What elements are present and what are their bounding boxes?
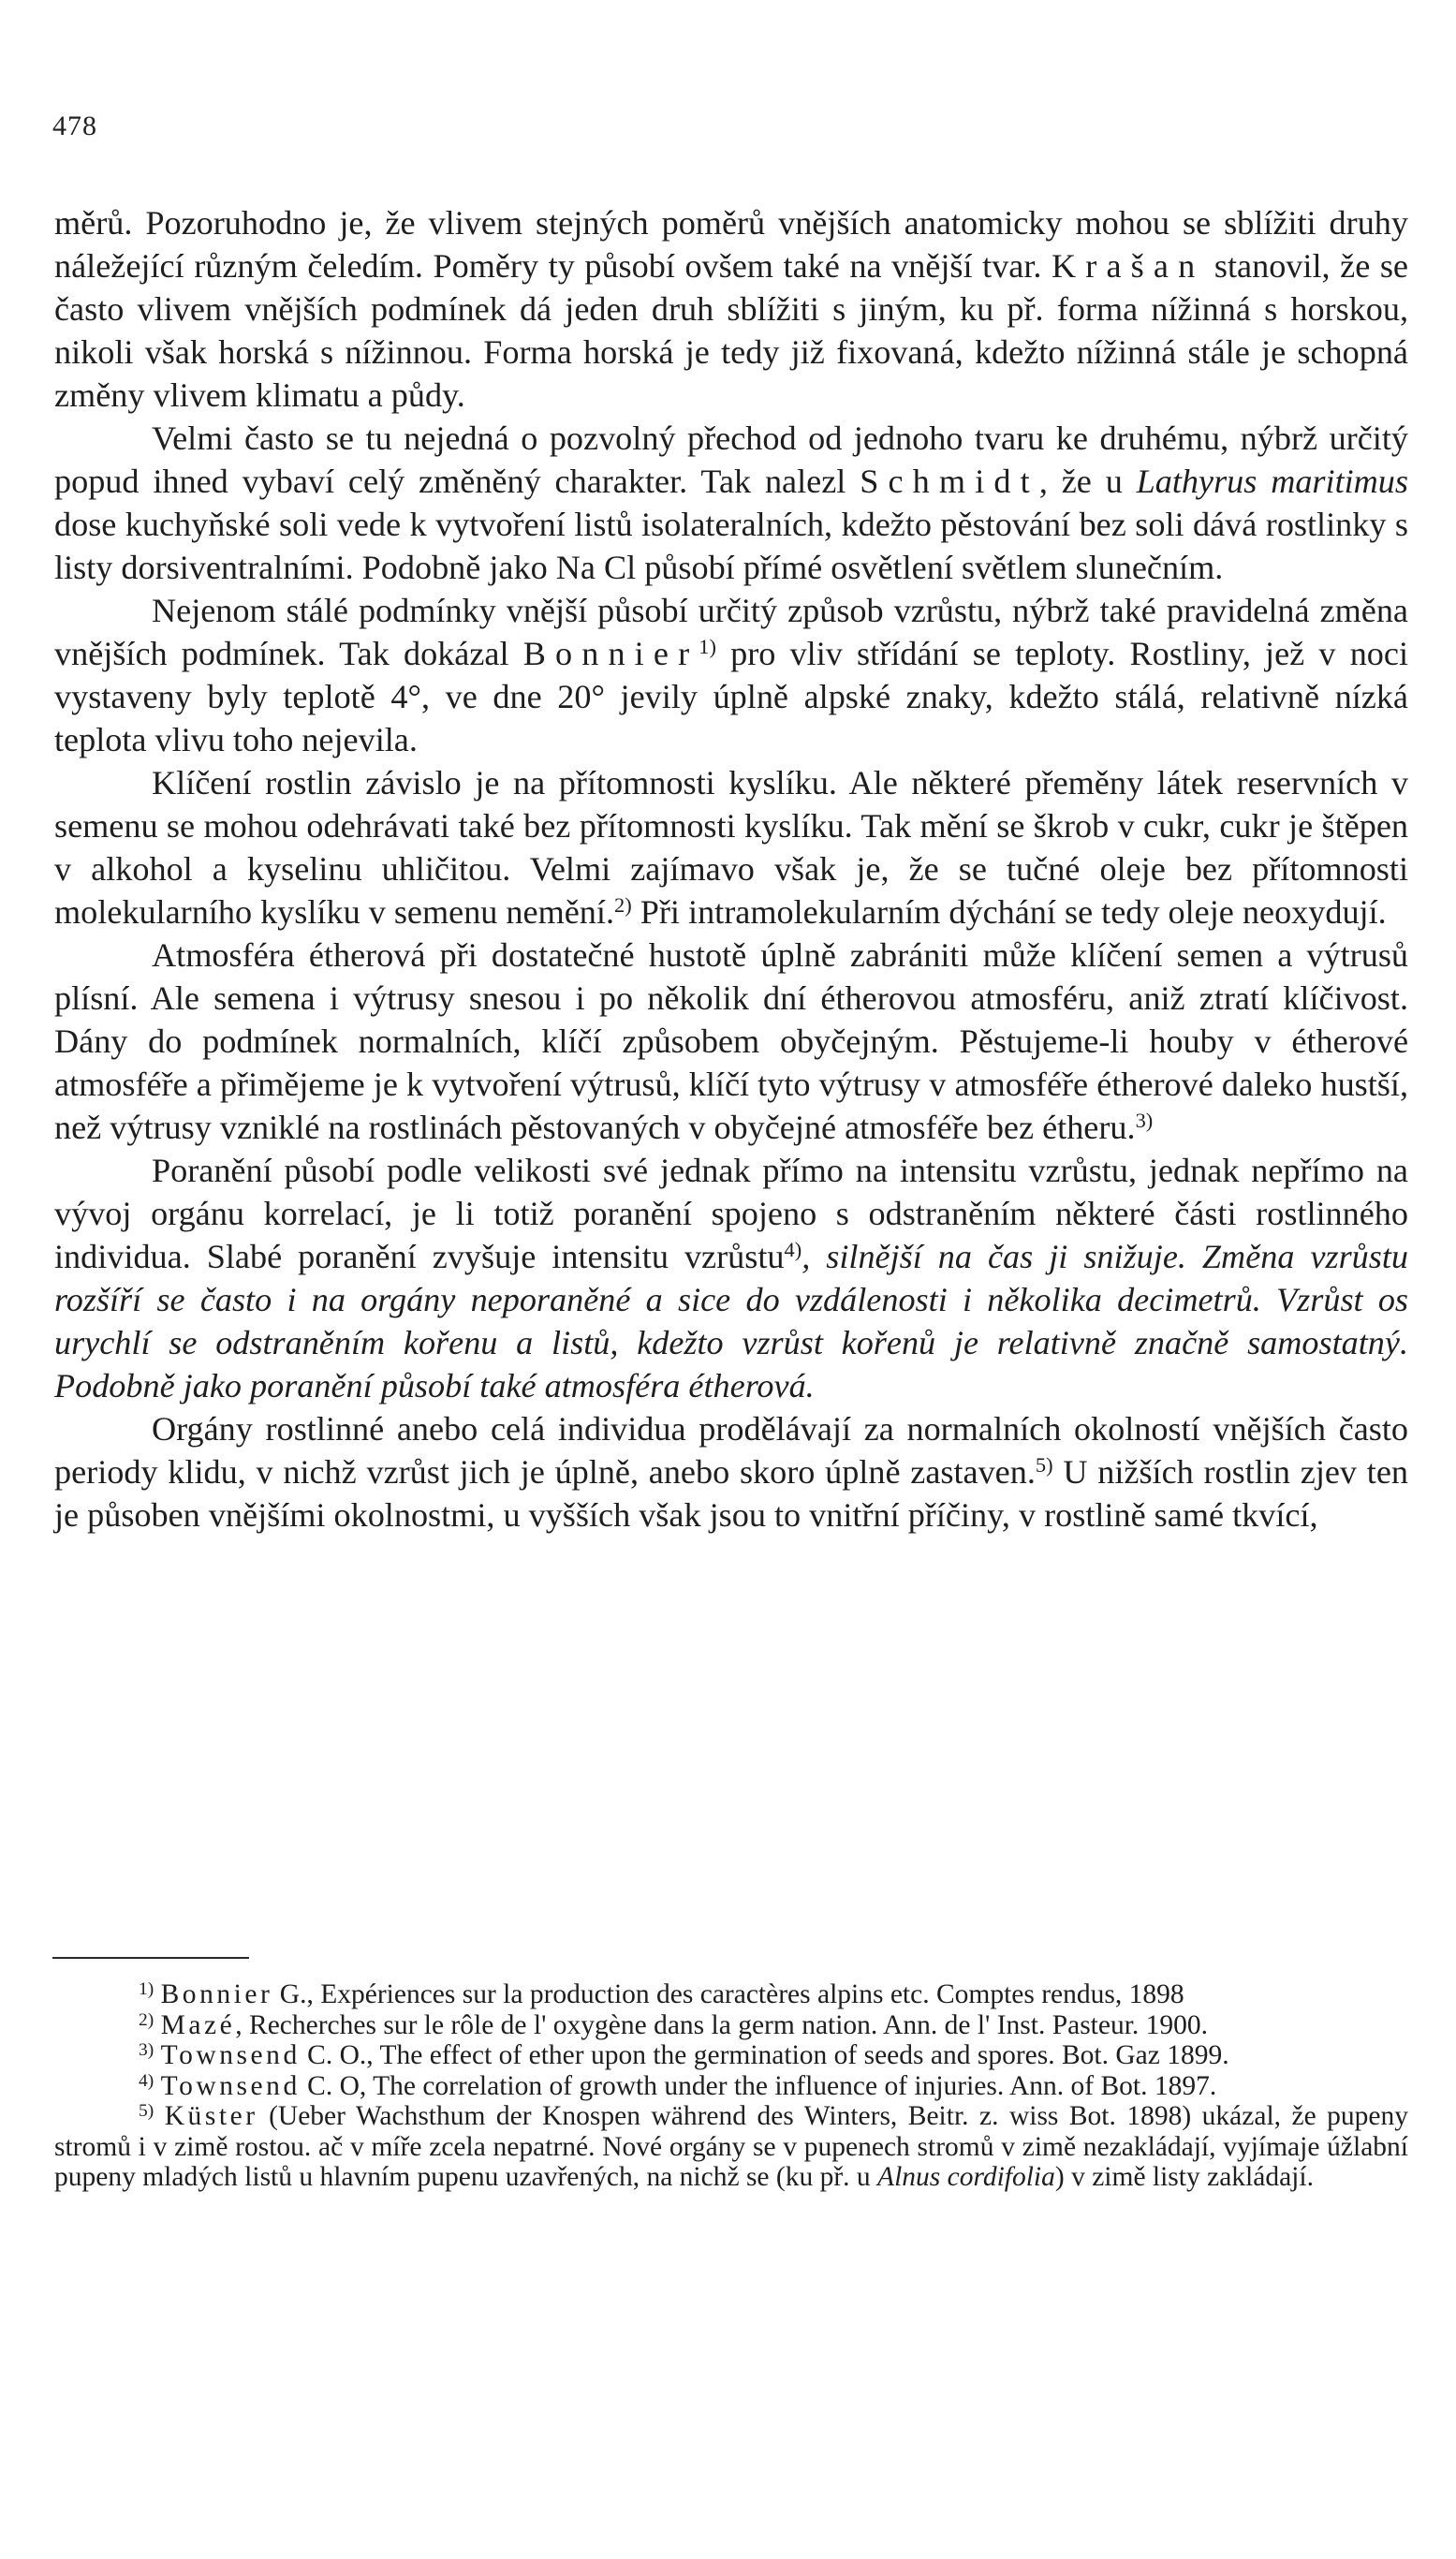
footnote: $^{5)}$ Küster (Ueber Wachsthum der Knospen während des Winters, Beitr. z. wiss Bot. 1898) ukázal, že pupeny stromů i v zimě rostou. ač v míře zcela nepatrné. Nové orgány se v pupenech stromů v zimě nezakládají, vyjímaje úžlabní pupeny mladých listů u hlavním pupenu uzavřených, na nichž se (ku př. u Alnus cordifolia) v zimě listy zakládají. [54, 2101, 1408, 2192]
footnote-mark: 2) [139, 2009, 154, 2030]
page-number: 478 [52, 110, 97, 141]
species-name: Alnus cordifolia [877, 2162, 1055, 2192]
footnote-mark: 5) [139, 2101, 154, 2122]
footnote: $^{1)}$ Bonnier G., Expériences sur la production des caractères alpins etc. Comptes rendus, 1898 [139, 1979, 1184, 2009]
paragraph: měrů. Pozoruhodno je, že vlivem stejných poměrů vnějších anatomicky mohou se sblížiti druhy náležející různým čeledím. Poměry ty působí ovšem také na vnější tvar. Krašan stanovil, že se často vlivem vnějších podmínek dá jeden druh sblížiti s jiným, ku př. forma nížinná s horskou, nikoli však horská s nížinnou. Forma horská je tedy již fixovaná, kdežto nížinná stále je schopná změny vlivem klimatu a půdy. [54, 204, 1408, 414]
footnote-mark: 4) [139, 2070, 154, 2091]
paragraph: Atmosféra étherová při dostatečné hustotě úplně zabrániti může klíčení semen a výtrusů plísní. Ale semena i výtrusy snesou i po několik dní étherovou atmosféru, aniž ztratí klíčivost. Dány do podmínek normalních, klíčí způsobem obyčejným. Pěstujeme-li houby v étherové atmosféře a přimějeme je k vytvoření výtrusů, klíčí tyto výtrusy v atmosféře étherové daleko hustší, než výtrusy vzniklé na rostlinách pěstovaných v obyčejné atmosféře bez étheru.$^{3)}$ [54, 936, 1408, 1146]
paragraph: Klíčení rostlin závislo je na přítomnosti kyslíku. Ale některé přeměny látek reservních v semenu se mohou odehrávati také bez přítomnosti kyslíku. Tak mění se škrob v cukr, cukr je štěpen v alkohol a kyselinu uhličitou. Velmi zajímavo však je, že se tučné oleje bez přítomnosti molekularního kyslíku v semenu nemění.$^{2)}$ Při intramolekularním dýchání se tedy oleje neoxydují. [54, 764, 1408, 931]
footnotes [54, 1979, 1408, 2193]
author-name: Krašan [1052, 247, 1205, 285]
footnote-mark: 3) [139, 2040, 154, 2061]
paragraph: Orgány rostlinné anebo celá individua prodělávají za normalních okolností vnějších často periody klidu, v nichž vzrůst jich je úplně, anebo skoro úplně zastaven.$^{5)}$ U nižších rostlin zjev ten je působen vnějšími okolnostmi, u vyšších však jsou to vnitřní příčiny, v rostlině samé tkvící, [54, 1410, 1408, 1534]
footnote: $^{3)}$ Townsend C. O., The effect of ether upon the germination of seeds and spores. Bot. Gaz 1899. [139, 2040, 1229, 2070]
footnote-divider [52, 1957, 249, 1959]
paragraph: Velmi často se tu nejedná o pozvolný přechod od jednoho tvaru ke druhému, nýbrž určitý popud ihned vybaví celý změněný charakter. Tak nalezl Schmidt, že u Lathyrus maritimus dose kuchyňské soli vede k vytvoření listů isolateralních, kdežto pěstování bez soli dává rostlinky s listy dorsiventralními. Podobně jako Na Cl působí přímé osvětlení světlem slunečním. [54, 419, 1408, 586]
author-name: Bonnier [522, 635, 699, 672]
footnote: $^{4)}$ Townsend C. O, The correlation of growth under the influence of injuries. Ann. of Bot. 1897. [139, 2070, 1217, 2101]
footnote-mark: 1) [139, 1979, 154, 2000]
footnote-author: Townsend [160, 2070, 301, 2101]
footnote-author: Townsend [160, 2040, 301, 2070]
footnote-author: Bonnier [160, 1979, 273, 2009]
footnote-ref[interactable]: 1) [699, 634, 716, 658]
footnote-ref[interactable]: 3) [1135, 1108, 1154, 1132]
footnote-ref[interactable]: 2) [614, 892, 632, 917]
body-text [54, 201, 1408, 1537]
footnote: $^{2)}$ Mazé, Recherches sur le rôle de l' oxygène dans la germ nation. Ann. de l' Inst. Pasteur. 1900. [139, 2009, 1209, 2040]
footnote-ref[interactable]: 4) [784, 1237, 802, 1261]
footnote-author: Mazé [160, 2009, 236, 2040]
paragraph: Poranění působí podle velikosti své jednak přímo na intensitu vzrůstu, jednak nepřímo na vývoj orgánu korrelací, je li totiž poranění spojeno s odstraněním některé části rostlinného individua. Slabé poranění zvyšuje intensitu vzrůstu$^{4)}$, silnější na čas ji snižuje. Změna vzrůstu rozšíří se často i na orgány neporaněné a sice do vzdálenosti i několika decimetrů. Vzrůst os urychlí se odstraněním kořenu a listů, kdežto vzrůst kořenů je relativně značně samostatný. Podobně jako poranění působí také atmosféra étherová. [54, 1152, 1408, 1405]
species-name: Lathyrus maritimus [1136, 463, 1408, 500]
footnote-author: Küster [164, 2101, 258, 2131]
author-name: Schmidt [860, 463, 1039, 500]
footnote-ref[interactable]: 5) [1035, 1452, 1053, 1477]
paragraph: Nejenom stálé podmínky vnější působí určitý způsob vzrůstu, nýbrž také pravidelná změna vnějších podmínek. Tak dokázal Bonnier$^{1)}$ pro vliv střídání se teploty. Rostliny, jež v noci vystaveny byly teplotě 4°, ve dne 20° jevily úplně alpské znaky, kdežto stálá, relativně nízká teplota vlivu toho nejevila. [54, 592, 1408, 758]
